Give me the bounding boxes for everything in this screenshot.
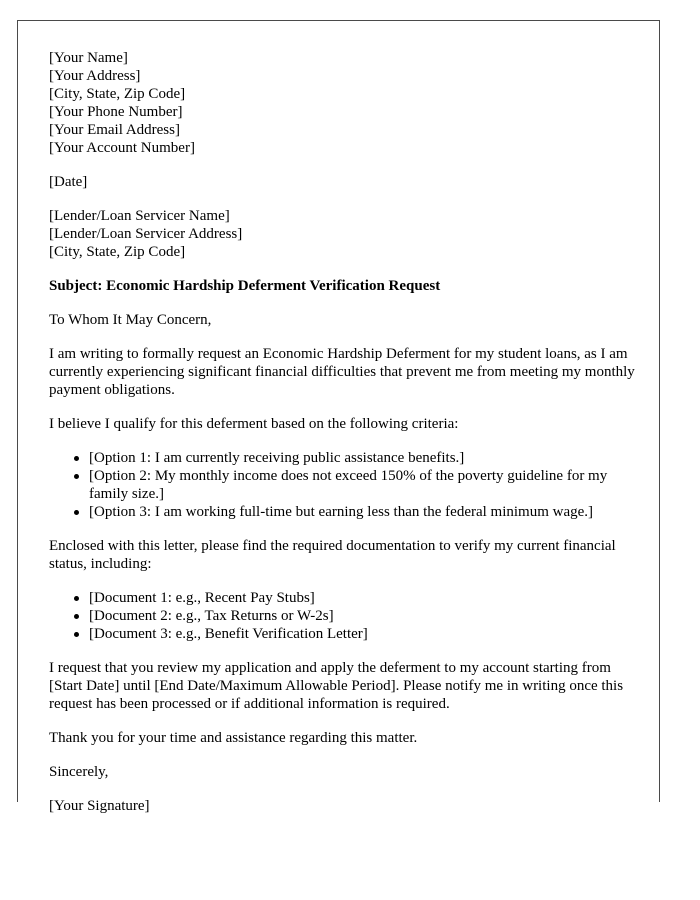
paragraph-review-request: I request that you review my application and apply the deferment to my account starting from [Start Date] until [End Date/Maximum Allowable Period]. Please notify me in writing once this request has been processed or if additional information is required. [49,660,624,712]
letter-body [49,49,639,815]
bullet-icon [74,510,79,515]
sender-email: [Your Email Address] [49,122,180,138]
list-item [89,607,639,625]
sender-phone: [Your Phone Number] [49,104,183,120]
criteria-list [49,449,639,521]
document-text: [Document 3: e.g., Benefit Verification Letter] [89,626,368,642]
recipient-block [49,207,639,261]
paragraph-enclosures-intro: Enclosed with this letter, please find the required documentation to verify my current financial status, including: [49,538,616,572]
signature: [Your Signature] [49,798,150,814]
salutation: To Whom It May Concern, [49,312,212,328]
bullet-icon [74,596,79,601]
list-item [89,503,639,521]
paragraph-criteria-intro: I believe I qualify for this deferment based on the following criteria: [49,416,459,432]
documents-list [49,589,639,643]
bullet-icon [74,456,79,461]
list-item [89,589,639,607]
subject-line: Subject: Economic Hardship Deferment Verification Request [49,278,441,294]
document-text: [Document 1: e.g., Recent Pay Stubs] [89,590,315,606]
criteria-text: [Option 3: I am working full-time but earning less than the federal minimum wage.] [89,504,594,520]
letter-page [17,20,660,814]
recipient-city-state-zip: [City, State, Zip Code] [49,244,186,260]
date-block [49,173,639,191]
paragraph-thanks: Thank you for your time and assistance regarding this matter. [49,730,418,746]
closing: Sincerely, [49,764,109,780]
document-text: [Document 2: e.g., Tax Returns or W-2s] [89,608,334,624]
bullet-icon [74,614,79,619]
recipient-name: [Lender/Loan Servicer Name] [49,208,230,224]
sender-address: [Your Address] [49,68,141,84]
sender-block [49,49,639,157]
criteria-text: [Option 2: My monthly income does not exceed 150% of the poverty guideline for my family size.] [89,468,608,502]
recipient-address: [Lender/Loan Servicer Address] [49,226,243,242]
paragraph-request: I am writing to formally request an Economic Hardship Deferment for my student loans, as I am currently experiencing significant financial difficulties that prevent me from meeting my monthly payment obligations. [49,346,635,398]
list-item [89,467,639,503]
sender-name: [Your Name] [49,50,128,66]
sender-account: [Your Account Number] [49,140,195,156]
list-item [89,449,639,467]
criteria-text: [Option 1: I am currently receiving public assistance benefits.] [89,450,465,466]
bullet-icon [74,474,79,479]
list-item [89,625,639,643]
letter-date: [Date] [49,174,88,190]
sender-city-state-zip: [City, State, Zip Code] [49,86,186,102]
bullet-icon [74,632,79,637]
